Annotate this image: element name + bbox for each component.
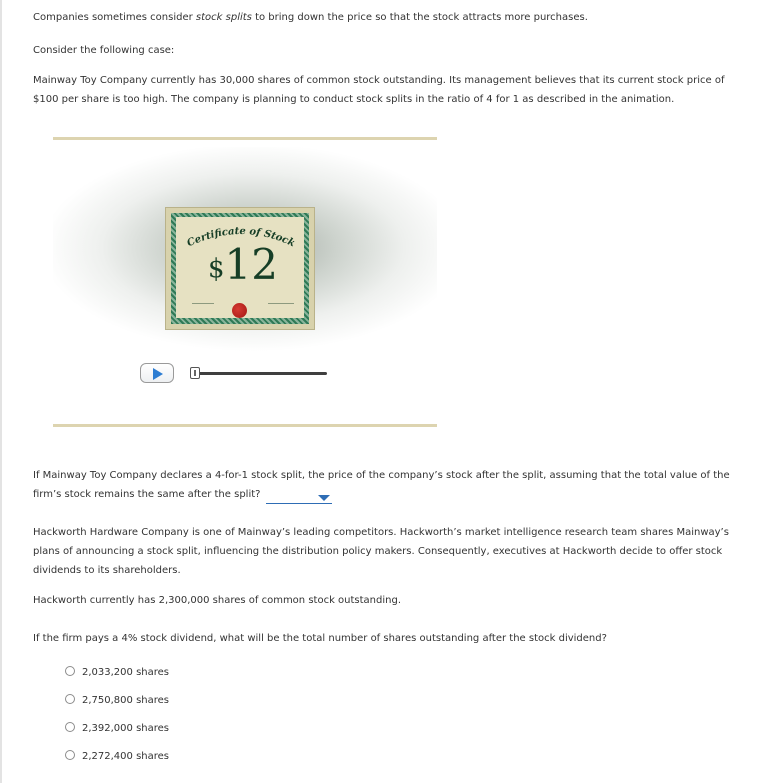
hackworth-paragraph: Hackworth Hardware Company is one of Mainway’s leading competitors. Hackworth’s market intelligence research team shares Mainway’s plans of announcing a stock split, influencing the distribution policy makers. Consequently, executives at Hackworth decide to offer stock dividends to its shareholders. xyxy=(33,527,729,576)
hackworth-shares: Hackworth currently has 2,300,000 shares of common stock outstanding. xyxy=(33,595,401,606)
stock-split-animation xyxy=(53,137,437,427)
play-icon xyxy=(153,368,163,380)
intro-text: Companies sometimes consider xyxy=(33,12,196,23)
chevron-down-icon xyxy=(318,495,330,501)
option-label: 2,272,400 shares xyxy=(82,751,170,762)
option-3[interactable] xyxy=(65,719,265,737)
seal-icon xyxy=(232,303,247,318)
intro-line-1 xyxy=(33,8,588,27)
option-label: 2,033,200 shares xyxy=(82,667,170,678)
animation-stage xyxy=(53,147,437,357)
question-1 xyxy=(33,466,753,504)
left-border xyxy=(0,0,2,783)
progress-slider[interactable] xyxy=(194,372,327,375)
question-2: If the firm pays a 4% stock dividend, what will be the total number of shares outstanding after the stock dividend? xyxy=(33,633,607,644)
divider-top xyxy=(53,137,437,140)
certificate-title-text: Certificate of Stock xyxy=(185,225,297,250)
divider-bottom xyxy=(53,424,437,427)
intro-text-end: to bring down the price so that the stock attracts more purchases. xyxy=(251,12,588,23)
radio-button[interactable] xyxy=(65,694,75,704)
play-button[interactable] xyxy=(140,363,174,383)
animation-controls xyxy=(53,363,437,387)
option-label: 2,392,000 shares xyxy=(82,723,170,734)
option-2[interactable] xyxy=(65,691,265,709)
question-1-text: If Mainway Toy Company declares a 4-for-1 stock split, the price of the company’s stock after the split, assuming that the total value of the firm’s stock remains the same after the split? xyxy=(33,470,730,500)
case-description: Mainway Toy Company currently has 30,000 shares of common stock outstanding. Its management believes that its current stock price of $100 per share is too high. The company is planning to conduct stock splits in the ratio of 4 for 1 as described in the animation. xyxy=(33,75,725,105)
radio-button[interactable] xyxy=(65,722,75,732)
certificate-face xyxy=(176,217,304,318)
radio-button[interactable] xyxy=(65,666,75,676)
stock-certificate xyxy=(165,207,315,330)
dollar-sign: $ xyxy=(208,254,225,284)
option-label: 2,750,800 shares xyxy=(82,695,170,706)
option-1[interactable] xyxy=(65,663,265,681)
price-dropdown[interactable] xyxy=(266,491,332,504)
signature-left xyxy=(192,303,214,304)
certificate-value xyxy=(198,240,288,290)
slider-handle[interactable] xyxy=(190,367,200,379)
signature-right xyxy=(268,303,294,304)
stock-splits-term: stock splits xyxy=(195,12,252,23)
intro-line-2: Consider the following case: xyxy=(33,45,175,56)
radio-button[interactable] xyxy=(65,750,75,760)
option-4[interactable] xyxy=(65,747,265,765)
certificate-amount: 12 xyxy=(224,240,278,289)
